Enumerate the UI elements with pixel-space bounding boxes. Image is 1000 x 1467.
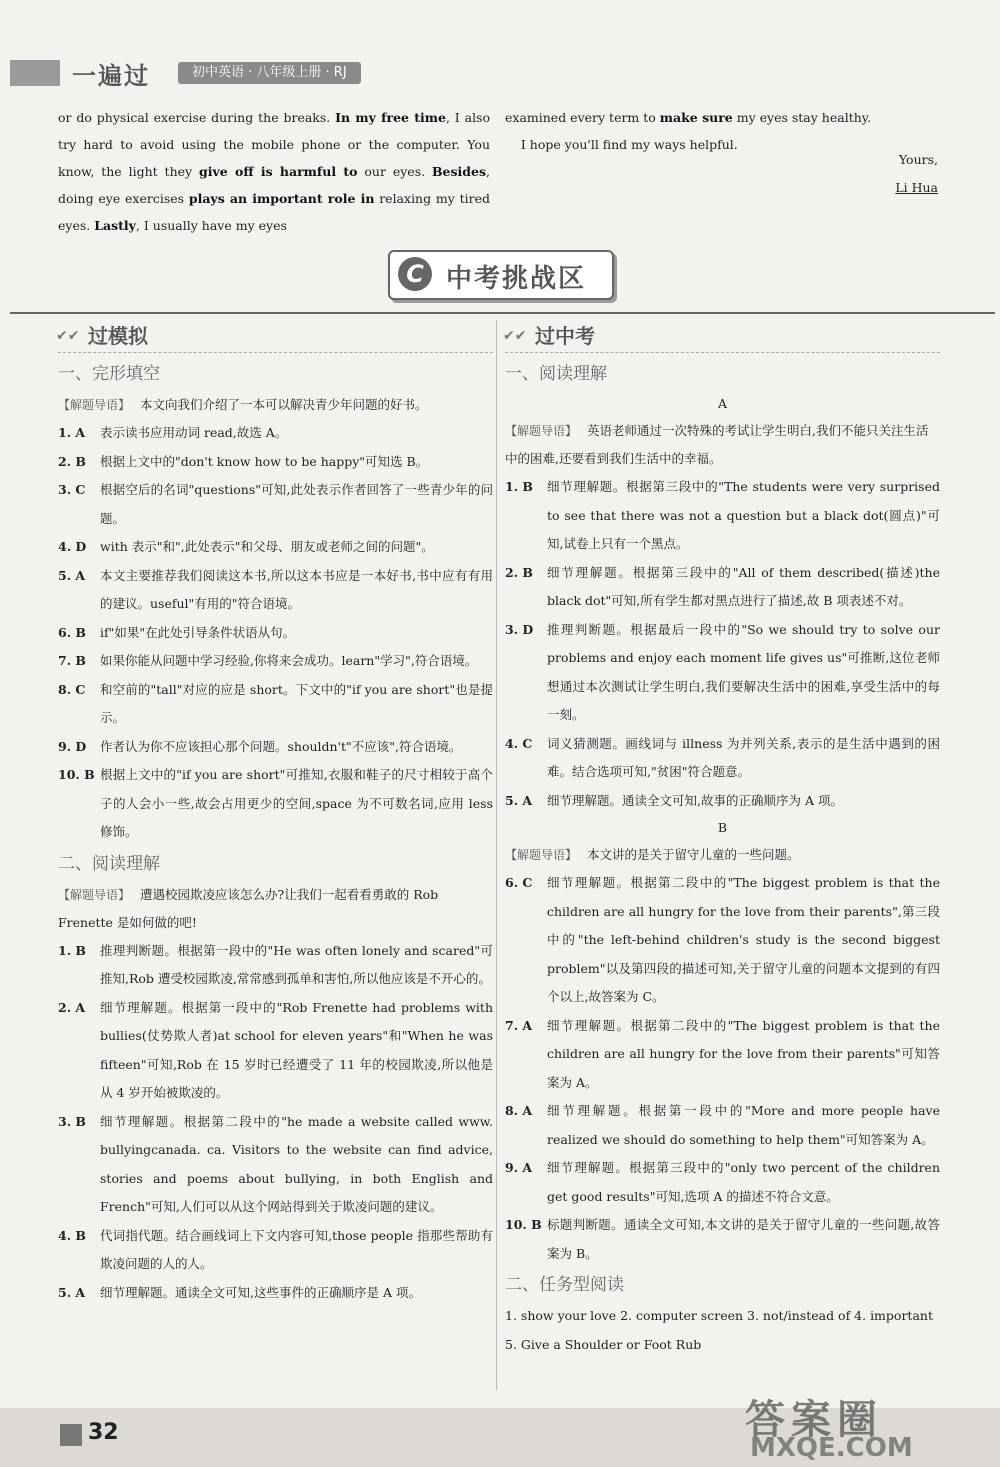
answer-item bbox=[505, 730, 940, 787]
answer-item bbox=[58, 562, 493, 619]
left-column bbox=[58, 320, 493, 1307]
right-guide-b: 【解题导语】 本文讲的是关于留守儿童的一些问题。 bbox=[505, 847, 800, 862]
answer-explanation: 细节理解题。根据第二段中的"The biggest problem is that the children are all hungry for the love from their parents"可知答案为 A。 bbox=[547, 1017, 940, 1090]
answer-explanation: 推理判断题。根据第一段中的"He was often lonely and scared"可推知,Rob 遭受校园欺凌,常常感到孤单和害怕,所以他应该是不开心的。 bbox=[100, 942, 493, 986]
header-subtitle: 初中英语 · 八年级上册 · RJ bbox=[178, 62, 361, 84]
section-banner bbox=[388, 250, 614, 300]
answer-number: 4. C bbox=[505, 735, 533, 751]
answer-item bbox=[58, 476, 493, 533]
answer-number: 1. A bbox=[58, 425, 86, 440]
answer-item bbox=[505, 787, 940, 816]
answer-item bbox=[505, 473, 940, 559]
answer-number: 2. B bbox=[58, 453, 86, 469]
answer-item bbox=[505, 559, 940, 616]
brand-logo: 一遍过 bbox=[72, 62, 150, 90]
answer-explanation: 本文主要推荐我们阅读这本书,所以这本书应是一本好书,书中应有有用的建议。useful"有用的"符合语境。 bbox=[100, 567, 493, 611]
letter-signature: Li Hua bbox=[895, 180, 938, 195]
answer-explanation: 细节理解题。根据第三段中的"only two percent of the children get good results"可知,选项 A 的描述不符合文意。 bbox=[547, 1160, 940, 1204]
answer-item bbox=[505, 1211, 940, 1268]
passage-label-b: B bbox=[717, 820, 728, 835]
answer-explanation: 词义猜测题。画线词与 illness 为并列关系,表示的是生活中遇到的困难。结合选项可知,"贫困"符合题意。 bbox=[547, 735, 940, 779]
answer-number: 6. B bbox=[58, 624, 86, 640]
answer-explanation: 细节理解题。通读全文可知,这些事件的正确顺序是 A 项。 bbox=[100, 1284, 421, 1300]
answer-item bbox=[505, 1097, 940, 1154]
section-rule bbox=[10, 312, 995, 314]
right-answer-list-a bbox=[505, 473, 940, 815]
answer-explanation: 根据上文中的"if you are short"可推知,衣服和鞋子的尺寸相较于高个子的人会小一些,故会占用更少的空间,space 为不可数名词,应用 less 修饰。 bbox=[100, 767, 493, 839]
answer-item bbox=[505, 616, 940, 730]
watermark-logo: 答案圈 bbox=[745, 1397, 883, 1443]
answer-item bbox=[58, 994, 493, 1108]
answer-number: 6. C bbox=[505, 875, 533, 890]
answer-number: 3. B bbox=[58, 1113, 86, 1129]
task-answers-line2: 5. Give a Shoulder or Foot Rub bbox=[505, 1336, 702, 1352]
answer-explanation: 细节理解题。根据第一段中的"Rob Frenette had problems with bullies(仗势欺人者)at school for eleven years"和"When he was fifteen"可知,Rob 在 15 岁时已经遭受了 11 年的校园欺凌,所以他是从 4 岁开始被欺凌的。 bbox=[100, 999, 493, 1100]
answer-item bbox=[505, 1154, 940, 1211]
answer-item bbox=[58, 676, 493, 733]
right-section-title: ✔✔ 过中考 bbox=[505, 320, 940, 353]
answer-explanation: 细节理解题。根据第二段中的"he made a website called www. bullyingcanada. ca. Visitors to the website can find advice, stories and poems about bullying, in both English and French"可知,人们可以从这个网站得到关于欺凌问题的建议。 bbox=[100, 1113, 493, 1214]
answer-explanation: 标题判断题。通读全文可知,本文讲的是关于留守儿童的一些问题,故答案为 B。 bbox=[547, 1217, 940, 1261]
answer-explanation: if"如果"在此处引导条件状语从句。 bbox=[100, 624, 296, 640]
answer-explanation: 根据空后的名词"questions"可知,此处表示作者回答了一些青少年的问题。 bbox=[100, 482, 493, 526]
answer-number: 9. D bbox=[58, 738, 87, 754]
answer-number: 5. A bbox=[58, 567, 86, 583]
answer-item bbox=[58, 761, 493, 847]
answer-item bbox=[58, 1222, 493, 1279]
right-guide-a: 【解题导语】 英语老师通过一次特殊的考试让学生明白,我们不能只关注生活中的困难,还要看到我们生活中的幸福。 bbox=[505, 423, 929, 466]
answer-number: 2. B bbox=[505, 564, 533, 580]
answer-explanation: 细节理解题。根据第三段中的"All of them described(描述)the black dot"可知,所有学生都对黑点进行了描述,故 B 项表述不对。 bbox=[547, 564, 940, 608]
answer-item bbox=[58, 1108, 493, 1222]
answer-number: 7. B bbox=[58, 653, 86, 668]
banner-title: 中考挑战区 bbox=[446, 264, 587, 294]
answer-number: 7. A bbox=[505, 1017, 533, 1033]
left-answer-list-2 bbox=[58, 937, 493, 1308]
right-answer-list-b bbox=[505, 869, 940, 1268]
page-header bbox=[10, 60, 400, 90]
watermark-site: MXQE.COM bbox=[750, 1433, 913, 1463]
answer-explanation: 代词指代题。结合画线词上下文内容可知,those people 指那些帮助有欺凌问题的人的人。 bbox=[100, 1227, 493, 1271]
answer-explanation: 细节理解题。根据第三段中的"The students were very surprised to see that there was not a question but a black dot(圆点)"可知,试卷上只有一个黑点。 bbox=[547, 479, 940, 551]
left-section-title: ✔✔ 过模拟 bbox=[58, 320, 493, 353]
left-guide2: 【解题导语】 遭遇校园欺凌应该怎么办?让我们一起看看勇敢的 Rob Frenette 是如何做的吧! bbox=[58, 886, 439, 930]
answer-item bbox=[58, 533, 493, 562]
answer-item bbox=[505, 869, 940, 1012]
header-grey-block bbox=[10, 60, 60, 86]
answer-number: 9. A bbox=[505, 1160, 533, 1175]
answer-number: 3. C bbox=[58, 482, 86, 497]
task-answers-line1: 1. show your love 2. computer screen 3. not/instead of 4. important bbox=[505, 1308, 933, 1323]
letter-right-column: examined every term to make sure my eyes stay healthy. I hope you'll find my ways helpful. bbox=[505, 110, 872, 152]
answer-explanation: 根据上文中的"don't know how to be happy"可知选 B。 bbox=[100, 453, 429, 469]
answer-item bbox=[58, 733, 493, 762]
left-part2-heading: 二、阅读理解 bbox=[58, 853, 160, 874]
answer-number: 5. A bbox=[58, 1284, 86, 1300]
answer-number: 10. B bbox=[505, 1217, 542, 1232]
answer-item bbox=[58, 419, 493, 448]
answer-explanation: 推理判断题。根据最后一段中的"So we should try to solve our problems and enjoy each moment life gives us"可推断,这位老师想通过本次测试让学生明白,我们要解决生活中的困难,享受生活中的每一刻。 bbox=[547, 621, 940, 722]
answer-number: 1. B bbox=[505, 479, 533, 494]
answer-number: 10. B bbox=[58, 767, 95, 782]
answer-explanation: with 表示"和",此处表示"和父母、朋友或老师之间的问题"。 bbox=[100, 539, 434, 554]
tick-icon: ✔✔ bbox=[56, 328, 80, 344]
right-part2-heading: 二、任务型阅读 bbox=[505, 1275, 624, 1295]
tick-icon: ✔✔ bbox=[503, 328, 527, 344]
answer-number: 4. B bbox=[58, 1227, 86, 1243]
answer-number: 8. A bbox=[505, 1103, 533, 1118]
answer-explanation: 如果你能从问题中学习经验,你将来会成功。learn"学习",符合语境。 bbox=[100, 653, 478, 668]
column-divider bbox=[496, 320, 497, 1390]
answer-item bbox=[58, 1279, 493, 1308]
answer-number: 1. B bbox=[58, 942, 86, 958]
answer-item bbox=[58, 619, 493, 648]
letter-left-column: or do physical exercise during the breaks. In my free time, I also try hard to avoid using the mobile phone or the computer. You know, the light they give off is harmful to our eyes. Besides, doing eye exercises plays an important role in relaxing my tired eyes. Lastly, I usually have my eyes bbox=[58, 110, 491, 233]
answer-item bbox=[58, 937, 493, 994]
left-part1-heading: 一、完形填空 bbox=[58, 364, 160, 384]
answer-number: 2. A bbox=[58, 999, 86, 1015]
letter-closing: Yours, bbox=[898, 152, 938, 167]
left-answer-list-1 bbox=[58, 419, 493, 847]
answer-explanation: 表示读书应用动词 read,故选 A。 bbox=[100, 425, 288, 440]
answer-item bbox=[58, 647, 493, 676]
page-number: 32 bbox=[88, 1420, 119, 1445]
answer-item bbox=[505, 1012, 940, 1098]
passage-label-a: A bbox=[717, 396, 728, 411]
left-guide1: 【解题导语】 本文向我们介绍了一本可以解决青少年问题的好书。 bbox=[58, 397, 428, 412]
answer-explanation: 作者认为你不应该担心那个问题。shouldn't"不应该",符合语境。 bbox=[100, 738, 462, 754]
answer-number: 8. C bbox=[58, 681, 86, 697]
right-part1-heading: 一、阅读理解 bbox=[505, 364, 607, 384]
answer-explanation: 细节理解题。通读全文可知,故事的正确顺序为 A 项。 bbox=[547, 792, 843, 808]
answer-explanation: 细节理解题。根据第二段中的"The biggest problem is that the children are all hungry for the love from their parents",第三段中的"the left-behind children's study is the second biggest problem"以及第四段的描述可知,关于留守儿童的问题本文提到的有四个以上,故答案为 C。 bbox=[547, 875, 940, 1004]
answer-explanation: 细节理解题。根据第一段中的"More and more people have realized we should do something to help them"可知答案为 A。 bbox=[547, 1103, 940, 1147]
answer-number: 5. A bbox=[505, 792, 533, 808]
answer-explanation: 和空前的"tall"对应的应是 short。下文中的"if you are short"也是提示。 bbox=[100, 681, 493, 725]
answer-number: 3. D bbox=[505, 621, 534, 637]
answer-item bbox=[58, 448, 493, 477]
footer-square-icon bbox=[60, 1424, 82, 1446]
banner-letter-badge: C bbox=[398, 257, 432, 291]
answer-number: 4. D bbox=[58, 539, 87, 554]
right-column bbox=[505, 320, 940, 1359]
